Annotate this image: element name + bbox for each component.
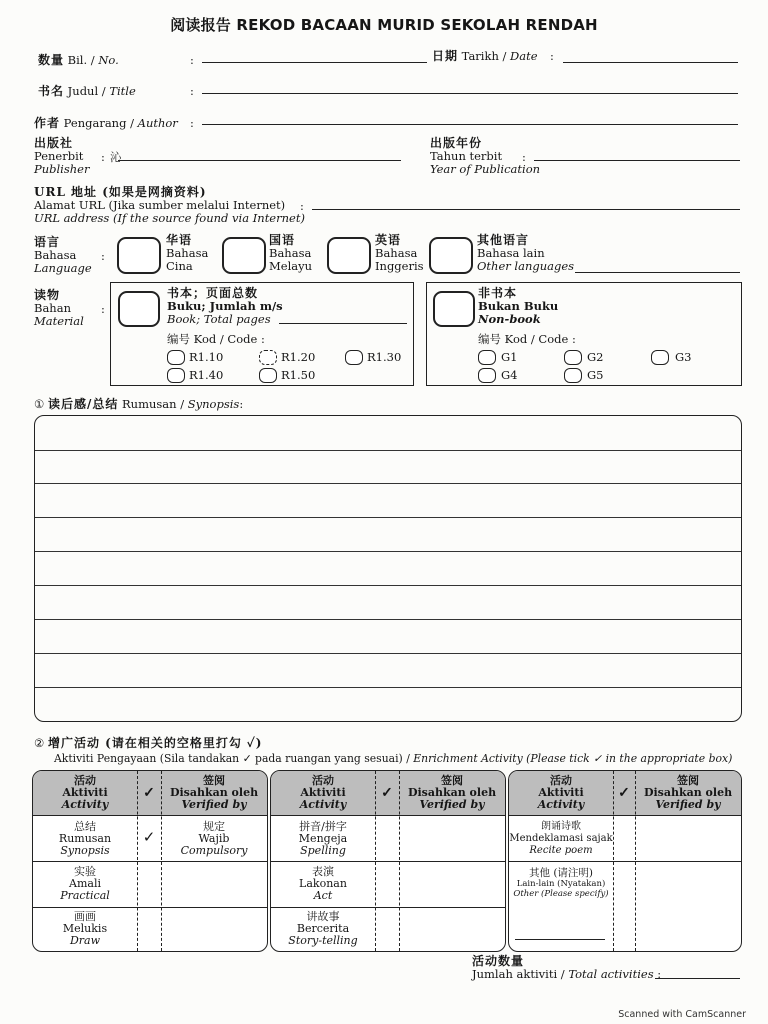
nonbook-panel: 非书本 Bukan Buku Non-book 编号 Kod / Code : G1 G2 G3 G4 G5 — [426, 282, 742, 386]
year-input-line[interactable] — [534, 160, 740, 161]
language-other-checkbox[interactable] — [429, 237, 473, 274]
activity-table-3: 活动 Aktiviti Activity ✓ 签阅 Disahkan oleh Verified by 朗诵诗歌 Mendeklamasi sajak Recite poem 其他 (请注明) Lain-lain (Nyatakan) Other (Please specify) — [508, 770, 742, 952]
language-english-checkbox[interactable] — [327, 237, 371, 274]
nonbook-code-label: 编号 Kod / Code : — [478, 332, 576, 346]
book-checkbox[interactable] — [118, 291, 160, 327]
code-r120-checkbox[interactable] — [259, 350, 277, 365]
nonbook-label: 非书本 Bukan Buku Non-book — [478, 286, 559, 326]
no-input-line[interactable] — [202, 62, 427, 63]
code-r110-checkbox[interactable] — [167, 350, 185, 365]
language-malay-label: 国语 Bahasa Melayu — [269, 233, 313, 273]
material-label: 读物 Bahan Material — [34, 288, 84, 328]
enrichment-instruction: Aktiviti Pengayaan (Sila tandakan ✓ pada ruangan yang sesuai) / Enrichment Activity (Please tick ✓ in the appropriate box) — [54, 752, 733, 765]
activity-other: 其他 (请注明) Lain-lain (Nyatakan) Other (Please specify) — [513, 867, 609, 899]
scanner-watermark: Scanned with CamScanner — [618, 1009, 746, 1020]
enrichment-heading: ② 增广活动 (请在相关的空格里打勾 ✓) — [34, 736, 263, 750]
language-english-label: 英语 Bahasa Inggeris — [375, 233, 424, 273]
total-activities-label: 活动数量 Jumlah aktiviti / Total activities : — [472, 954, 662, 981]
date-input-line[interactable] — [563, 62, 738, 63]
other-activity-input-line[interactable] — [515, 939, 605, 940]
title-field-label: 书名 Judul / Title — [38, 84, 136, 98]
no-field-label: 数量 Bil. / No. — [38, 53, 119, 67]
author-field-label: 作者 Pengarang / Author — [34, 116, 178, 130]
book-label: 书本；页面总数 Buku; Jumlah m/s Book; Total pages — [167, 286, 283, 326]
url-field-label: URL 地址 (如果是网摘资料) Alamat URL (Jika sumber melalui Internet) URL address (If the source found via Internet) — [34, 185, 305, 225]
activity-practical: 实验 Amali Practical — [60, 865, 110, 902]
code-r150-checkbox[interactable] — [259, 368, 277, 383]
activity-story-telling: 讲故事 Bercerita Story-telling — [288, 910, 358, 947]
book-code-label: 编号 Kod / Code : — [167, 332, 265, 346]
activity-spelling: 拼音/拼字 Mengeja Spelling — [298, 820, 348, 857]
synopsis-verified-cell[interactable]: 规定 Wajib Compulsory — [180, 820, 248, 857]
activity-synopsis: 总结 Rumusan Synopsis — [58, 820, 112, 857]
other-language-input-line[interactable] — [575, 272, 740, 273]
url-input-line[interactable] — [312, 209, 740, 210]
code-g1-checkbox[interactable] — [478, 350, 496, 365]
year-field-label: 出版年份 Tahun terbit Year of Publication — [430, 136, 541, 176]
code-g5-checkbox[interactable] — [564, 368, 582, 383]
author-input-line[interactable] — [202, 124, 738, 125]
publisher-field-label: 出版社 Penerbit Publisher — [34, 136, 90, 176]
code-g4-checkbox[interactable] — [478, 368, 496, 383]
date-field-label: 日期 Tarikh / Date — [432, 49, 538, 63]
total-pages-input-line[interactable] — [279, 323, 407, 324]
total-activities-input-line[interactable] — [655, 978, 740, 979]
code-r140-checkbox[interactable] — [167, 368, 185, 383]
activity-table-1: 活动 Aktiviti Activity ✓ 签阅 Disahkan oleh Verified by 总结 Rumusan Synopsis ✓ 规定 Wajib Compulsory 实验 Amali Practical 画画 Melukis Draw — [32, 770, 268, 952]
language-chinese-checkbox[interactable] — [117, 237, 161, 274]
code-g3-checkbox[interactable] — [651, 350, 669, 365]
publisher-input-line[interactable] — [118, 160, 401, 161]
activity-draw: 画画 Melukis Draw — [62, 910, 108, 947]
language-malay-checkbox[interactable] — [222, 237, 266, 274]
activity-act: 表演 Lakonan Act — [299, 865, 347, 902]
activity-recite-poem: 朗诵诗歌 Mendeklamasi sajak Recite poem — [509, 821, 613, 856]
synopsis-heading: ① 读后感/总结 Rumusan / Synopsis: — [34, 397, 244, 411]
code-r130-checkbox[interactable] — [345, 350, 363, 365]
title-input-line[interactable] — [202, 93, 738, 94]
activity-table-2: 活动 Aktiviti Activity ✓ 签阅 Disahkan oleh Verified by 拼音/拼字 Mengeja Spelling 表演 Lakonan Act 讲故事 Bercerita Story-telling — [270, 770, 506, 952]
nonbook-checkbox[interactable] — [433, 291, 475, 327]
book-panel: 书本；页面总数 Buku; Jumlah m/s Book; Total pages 编号 Kod / Code : R1.10 R1.20 R1.30 R1.40 R1.50 — [110, 282, 414, 386]
language-other-label: 其他语言 Bahasa lain Other languages — [477, 233, 575, 273]
form-title: 阅读报告 REKOD BACAAN MURID SEKOLAH RENDAH — [170, 16, 598, 34]
synopsis-writing-area[interactable] — [34, 415, 742, 722]
language-label: 语言 Bahasa Language — [34, 235, 92, 275]
language-chinese-label: 华语 Bahasa Cina — [166, 233, 209, 273]
code-g2-checkbox[interactable] — [564, 350, 582, 365]
synopsis-tick-cell[interactable]: ✓ — [142, 828, 156, 846]
